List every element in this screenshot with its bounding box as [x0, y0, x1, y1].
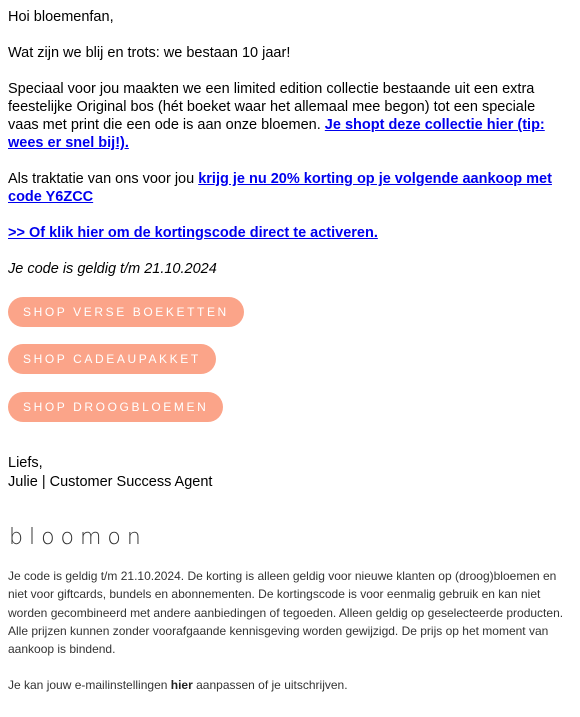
intro-text: Wat zijn we blij en trots: we bestaan 10 jaar!: [8, 45, 291, 61]
validity-text: Je code is geldig t/m 21.10.2024: [8, 261, 217, 277]
shop-dried-flowers-wrap: [8, 392, 223, 422]
signature-closing: Liefs,: [8, 455, 43, 471]
activate-code-link[interactable]: >> Of klik hier om de kortingscode direct te activeren.: [8, 225, 378, 241]
footer-settings: [8, 676, 566, 694]
shop-fresh-bouquets-wrap: [8, 297, 244, 327]
collection-text: Speciaal voor jou maakten we een limited edition collectie bestaande uit een extra feestelijke Original bos (hét boeket waar het allemaal mee begon) tot een speciale vaas met print die een ode is aan onze bloemen.: [8, 81, 536, 133]
signature: [8, 454, 212, 492]
shop-gift-package-wrap: [8, 344, 216, 374]
collection-paragraph: [8, 80, 568, 152]
footer: [8, 567, 566, 713]
settings-text-after: aanpassen of je uitschrijven.: [196, 678, 348, 693]
email-body: [8, 8, 568, 296]
treat-paragraph: [8, 170, 568, 206]
activate-paragraph: [8, 224, 568, 242]
shop-gift-package-button[interactable]: SHOP CADEAUPAKKET: [8, 344, 216, 374]
collection-link[interactable]: Je shopt deze collectie hier (tip: wees er snel bij!).: [8, 117, 545, 151]
shop-dried-flowers-button[interactable]: SHOP DROOGBLOEMEN: [8, 392, 223, 422]
treat-text: Als traktatie van ons voor jou: [8, 171, 195, 187]
signature-name: Julie | Customer Success Agent: [8, 474, 213, 490]
discount-code-link[interactable]: krijg je nu 20% korting op je volgende aankoop met code Y6ZCC: [8, 171, 552, 205]
footer-terms: Je code is geldig t/m 21.10.2024. De korting is alleen geldig voor nieuwe klanten op (droog)bloemen en niet voor giftcards, bundels en abonnementen. De kortingscode is voor eenmalig gebruik en kan niet worden gecombineerd met andere aanbiedingen of tegoeden. Alleen geldig op geselecteerde producten. Alle prijzen kunnen zonder voorafgaande kennisgeving worden gewijzigd. De prijs op het moment van aankoop is bindend.: [8, 569, 564, 657]
shop-fresh-bouquets-button[interactable]: SHOP VERSE BOEKETTEN: [8, 297, 244, 327]
bloomon-logo: bloomon: [9, 525, 147, 550]
greeting: Hoi bloemenfan,: [8, 9, 114, 25]
email-settings-link[interactable]: hier: [170, 678, 193, 693]
settings-text-before: Je kan jouw e-mailinstellingen: [8, 678, 168, 693]
